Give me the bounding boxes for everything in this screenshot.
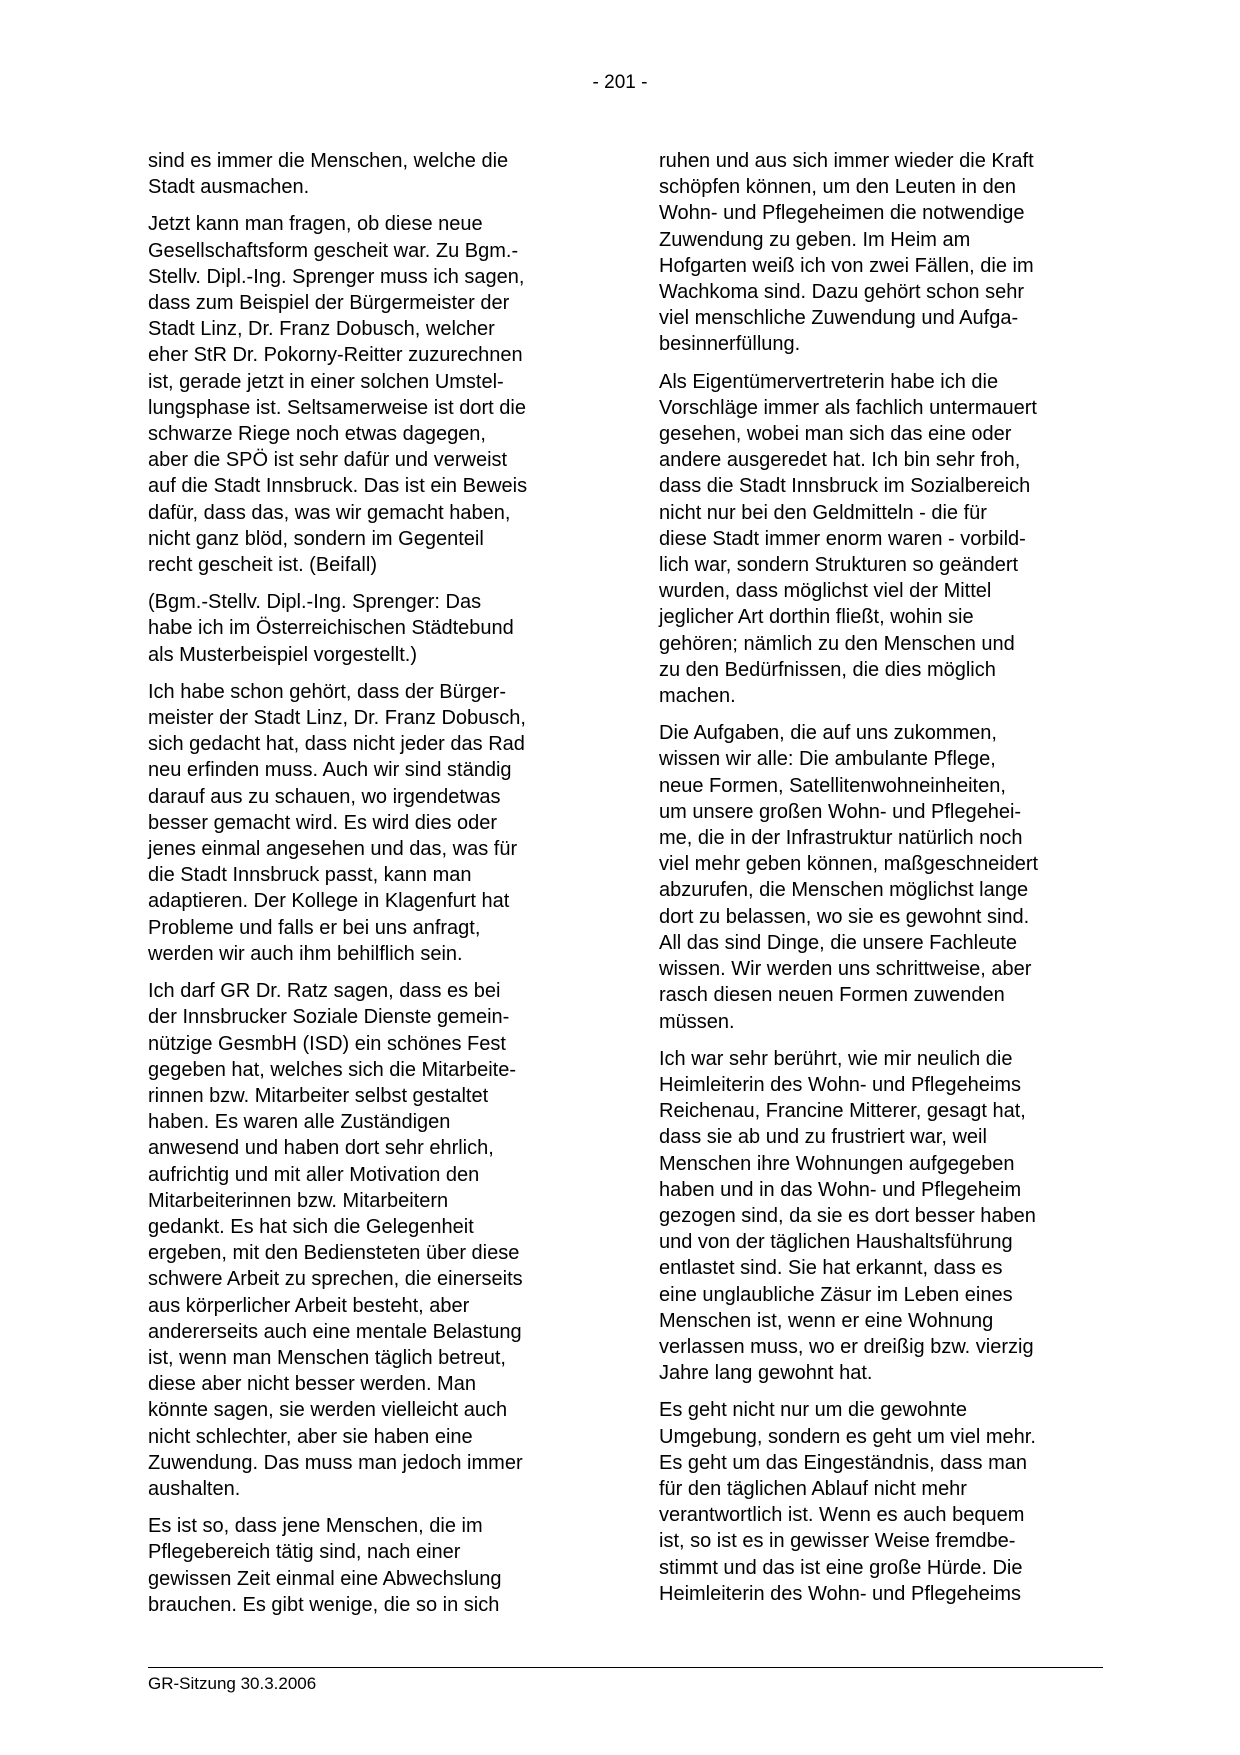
text-line: besinnerfüllung. (659, 333, 801, 356)
text-line: rinnen bzw. Mitarbeiter selbst gestaltet (148, 1084, 489, 1107)
text-line: Die Aufgaben, die auf uns zukommen, (659, 722, 997, 745)
text-line: anwesend und haben dort sehr ehrlich, (148, 1137, 494, 1160)
text-line: und von der täglichen Haushaltsführung (659, 1231, 1013, 1254)
paragraph (659, 148, 1104, 358)
text-line: ergeben, mit den Bediensteten über diese (148, 1242, 520, 1265)
text-line: lungsphase ist. Seltsamerweise ist dort die (148, 396, 526, 419)
text-line: aushalten. (148, 1477, 241, 1500)
text-line: gegeben hat, welches sich die Mitarbeite- (148, 1058, 516, 1081)
text-line: neu erfinden muss. Auch wir sind ständig (148, 759, 512, 782)
text-line: Heimleiterin des Wohn- und Pflegeheims (659, 1073, 1022, 1096)
text-line: haben. Es waren alle Zuständigen (148, 1111, 451, 1134)
text-line: schwarze Riege noch etwas dagegen, (148, 423, 486, 446)
text-line: Jetzt kann man fragen, ob diese neue (148, 213, 483, 236)
text-line: Heimleiterin des Wohn- und Pflegeheims (659, 1582, 1022, 1605)
text-line: aus körperlicher Arbeit besteht, aber (148, 1294, 470, 1317)
text-line: lich war, sondern Strukturen so geändert (659, 554, 1019, 577)
text-line: besser gemacht wird. Es wird dies oder (148, 811, 498, 834)
paragraph (148, 148, 593, 200)
text-line: gesehen, wobei man sich das eine oder (659, 423, 1012, 446)
text-line: dass sie ab und zu frustriert war, weil (659, 1126, 987, 1149)
text-line: Es geht um das Eingeständnis, dass man (659, 1451, 1027, 1474)
text-line: Stadt Linz, Dr. Franz Dobusch, welcher (148, 318, 495, 341)
text-line: Menschen ist, wenn er eine Wohnung (659, 1309, 994, 1332)
text-line: diese Stadt immer enorm waren - vorbild- (659, 527, 1026, 550)
text-line: als Musterbeispiel vorgestellt.) (148, 643, 417, 666)
text-line: adaptieren. Der Kollege in Klagenfurt hat (148, 890, 510, 913)
text-line: viel menschliche Zuwendung und Aufga- (659, 307, 1019, 330)
text-line: stimmt und das ist eine große Hürde. Die (659, 1556, 1023, 1579)
text-line: ruhen und aus sich immer wieder die Kraft (659, 150, 1034, 172)
text-line: Menschen ihre Wohnungen aufgegeben (659, 1152, 1015, 1175)
text-line: diese aber nicht besser werden. Man (148, 1373, 476, 1396)
text-line: brauchen. Es gibt wenige, die so in sich (148, 1593, 500, 1616)
text-line: nicht schlechter, aber sie haben eine (148, 1425, 473, 1448)
text-line: müssen. (659, 1010, 735, 1033)
text-line: ist, so ist es in gewisser Weise fremdbe- (659, 1530, 1016, 1553)
text-line: sich gedacht hat, dass nicht jeder das Rad (148, 733, 525, 756)
text-line: gedankt. Es hat sich die Gelegenheit (148, 1215, 474, 1238)
text-line: Vorschläge immer als fachlich untermauert (659, 396, 1037, 419)
paragraph (659, 1046, 1104, 1387)
text-line: dass die Stadt Innsbruck im Sozialbereich (659, 475, 1031, 498)
text-line: könnte sagen, sie werden vielleicht auch (148, 1399, 508, 1422)
text-line: dass zum Beispiel der Bürgermeister der (148, 292, 510, 315)
text-line: All das sind Dinge, die unsere Fachleute (659, 931, 1017, 954)
text-line: Stellv. Dipl.-Ing. Sprenger muss ich sagen, (148, 265, 525, 288)
text-line: (Bgm.-Stellv. Dipl.-Ing. Sprenger: Das (148, 591, 482, 614)
text-line: machen. (659, 685, 736, 708)
text-line: Probleme und falls er bei uns anfragt, (148, 916, 481, 939)
text-line: ist, wenn man Menschen täglich betreut, (148, 1346, 506, 1369)
text-line: jeglicher Art dorthin fließt, wohin sie (659, 606, 974, 629)
text-line: Es geht nicht nur um die gewohnte (659, 1399, 967, 1422)
paragraph (659, 1397, 1104, 1607)
text-line: verantwortlich ist. Wenn es auch bequem (659, 1504, 1025, 1527)
text-line: rasch diesen neuen Formen zuwenden (659, 984, 1005, 1007)
text-line: me, die in der Infrastruktur natürlich noch (659, 827, 1023, 850)
text-line: Stadt ausmachen. (148, 176, 310, 199)
paragraph (148, 589, 593, 668)
text-line: andererseits auch eine mentale Belastung (148, 1320, 522, 1343)
text-line: schwere Arbeit zu sprechen, die einerseits (148, 1268, 523, 1291)
text-line: Wachkoma sind. Dazu gehört schon sehr (659, 281, 1024, 304)
paragraph (659, 720, 1104, 1034)
text-line: gehören; nämlich zu den Menschen und (659, 632, 1015, 655)
text-line: Jahre lang gewohnt hat. (659, 1362, 873, 1385)
text-line: Es ist so, dass jene Menschen, die im (148, 1515, 483, 1538)
footer-divider (148, 1667, 1103, 1668)
text-line: neue Formen, Satellitenwohneinheiten, (659, 774, 1006, 797)
text-line: Reichenau, Francine Mitterer, gesagt hat, (659, 1100, 1026, 1123)
page-number: - 201 - (592, 72, 648, 93)
text-line: dafür, dass das, was wir gemacht haben, (148, 501, 511, 524)
text-line: für den täglichen Ablauf nicht mehr (659, 1477, 967, 1500)
text-line: Umgebung, sondern es geht um viel mehr. (659, 1425, 1036, 1448)
text-line: Wohn- und Pflegeheimen die notwendige (659, 202, 1025, 225)
text-line: ist, gerade jetzt in einer solchen Umstel- (148, 370, 504, 393)
text-line: aufrichtig und mit aller Motivation den (148, 1163, 480, 1186)
footer-session-date: GR-Sitzung 30.3.2006 (148, 1674, 317, 1693)
text-line: jenes einmal angesehen und das, was für (148, 838, 518, 861)
text-line: Ich war sehr berührt, wie mir neulich die (659, 1047, 1013, 1070)
text-line: wissen. Wir werden uns schrittweise, aber (659, 958, 1032, 981)
text-line: der Innsbrucker Soziale Dienste gemein- (148, 1006, 510, 1029)
paragraph (148, 211, 593, 578)
text-line: um unsere großen Wohn- und Pflegehei- (659, 800, 1022, 823)
paragraph (148, 679, 593, 967)
text-line: sind es immer die Menschen, welche die (148, 150, 509, 172)
text-line: haben und in das Wohn- und Pflegeheim (659, 1178, 1022, 1201)
paragraph (148, 1513, 593, 1618)
text-line: Zuwendung zu geben. Im Heim am (659, 228, 971, 251)
text-line: nicht nur bei den Geldmitteln - die für (659, 501, 987, 524)
text-line: Hofgarten weiß ich von zwei Fällen, die im (659, 254, 1034, 277)
text-line: dort zu belassen, wo sie es gewohnt sind. (659, 905, 1030, 928)
text-line: nicht ganz blöd, sondern im Gegenteil (148, 527, 484, 550)
text-line: Pflegebereich tätig sind, nach einer (148, 1541, 461, 1564)
text-line: meister der Stadt Linz, Dr. Franz Dobusch, (148, 707, 526, 730)
text-line: habe ich im Österreichischen Städtebund (148, 617, 514, 640)
right-column (659, 148, 1104, 1618)
text-line: Gesellschaftsform gescheit war. Zu Bgm.- (148, 239, 519, 262)
text-line: eine unglaubliche Zäsur im Leben eines (659, 1283, 1013, 1306)
paragraph (148, 978, 593, 1502)
text-line: entlastet sind. Sie hat erkannt, dass es (659, 1257, 1003, 1280)
text-line: wissen wir alle: Die ambulante Pflege, (659, 748, 996, 771)
text-line: zu den Bedürfnissen, die dies möglich (659, 658, 996, 681)
text-line: die Stadt Innsbruck passt, kann man (148, 864, 472, 887)
text-line: Zuwendung. Das muss man jedoch immer (148, 1451, 523, 1474)
text-line: Als Eigentümervertreterin habe ich die (659, 370, 999, 393)
text-line: darauf aus zu schauen, wo irgendetwas (148, 785, 501, 808)
paragraph (659, 369, 1104, 710)
text-line: schöpfen können, um den Leuten in den (659, 176, 1016, 199)
text-line: nützige GesmbH (ISD) ein schönes Fest (148, 1032, 506, 1055)
text-line: eher StR Dr. Pokorny-Reitter zuzurechnen (148, 344, 523, 367)
text-line: auf die Stadt Innsbruck. Das ist ein Beweis (148, 475, 528, 498)
text-line: andere ausgeredet hat. Ich bin sehr froh, (659, 449, 1021, 472)
left-column (148, 148, 593, 1629)
text-line: recht gescheit ist. (Beifall) (148, 554, 377, 577)
text-line: Mitarbeiterinnen bzw. Mitarbeitern (148, 1189, 449, 1212)
text-line: abzurufen, die Menschen möglichst lange (659, 879, 1029, 902)
text-line: Ich darf GR Dr. Ratz sagen, dass es bei (148, 980, 501, 1003)
text-line: wurden, dass möglichst viel der Mittel (659, 580, 992, 603)
text-line: aber die SPÖ ist sehr dafür und verweist (148, 449, 508, 472)
text-line: gezogen sind, da sie es dort besser haben (659, 1204, 1036, 1227)
text-line: verlassen muss, wo er dreißig bzw. vierzig (659, 1335, 1034, 1358)
text-line: gewissen Zeit einmal eine Abwechslung (148, 1567, 502, 1590)
text-line: viel mehr geben können, maßgeschneidert (659, 853, 1039, 876)
text-line: werden wir auch ihm behilflich sein. (148, 942, 463, 965)
text-line: Ich habe schon gehört, dass der Bürger- (148, 680, 506, 703)
